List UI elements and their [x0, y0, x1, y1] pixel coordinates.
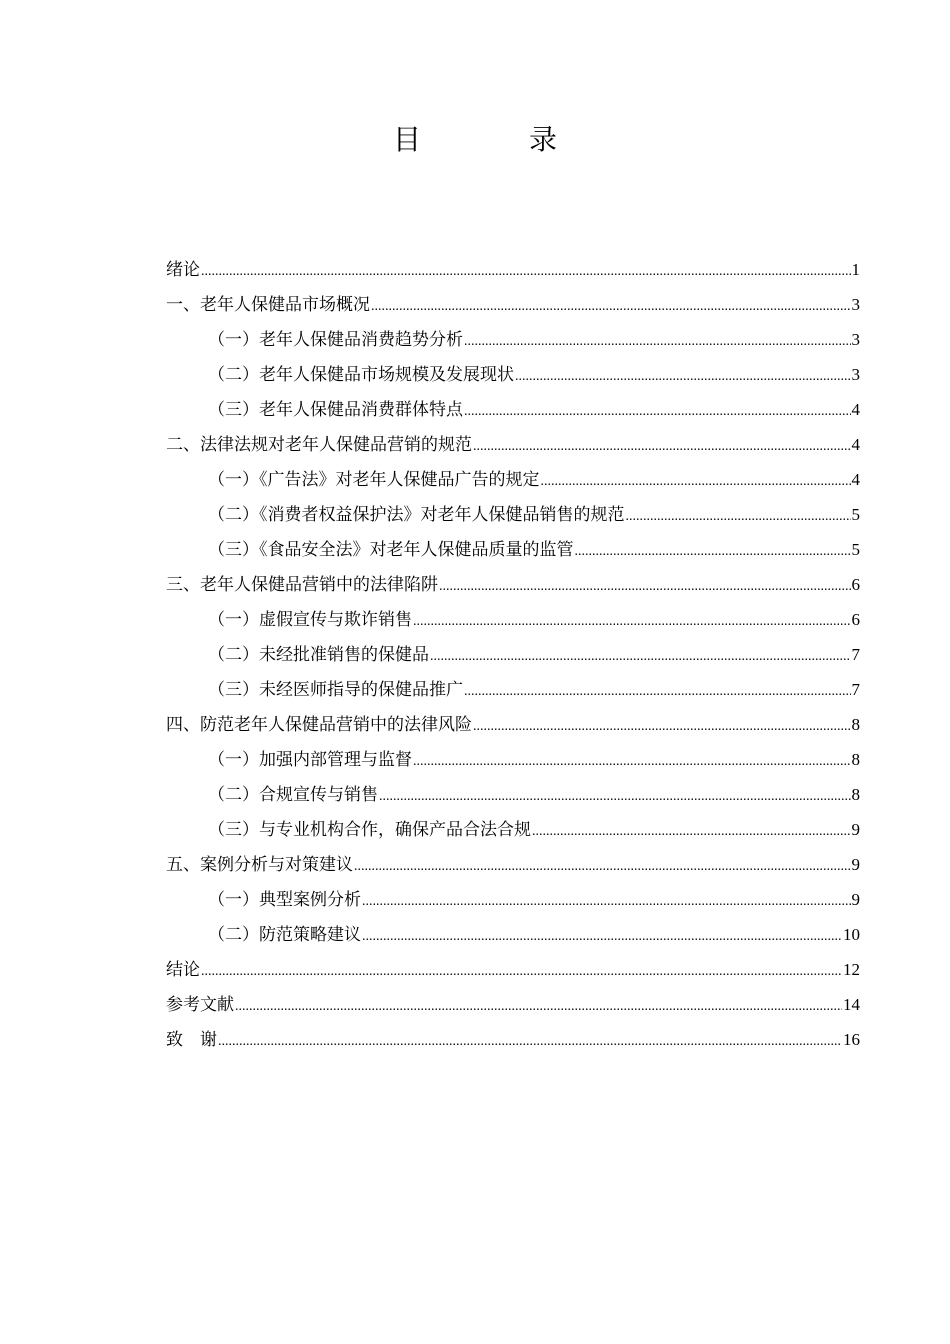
toc-dot-leader — [439, 569, 851, 604]
toc-entry-page-number: 10 — [843, 925, 860, 944]
toc-entry[interactable] — [166, 672, 860, 707]
toc-entry-page-number: 8 — [851, 785, 860, 804]
toc-entry-label: 一、老年人保健品市场概况 — [166, 295, 370, 315]
toc-entry[interactable] — [166, 637, 860, 672]
toc-dot-leader — [362, 884, 851, 919]
toc-entry-label: 结论 — [166, 960, 200, 980]
toc-entry-page-number: 16 — [843, 1030, 860, 1049]
toc-entry[interactable] — [166, 287, 860, 322]
toc-entry-page-number: 8 — [851, 715, 860, 734]
toc-entry-page-number: 9 — [851, 855, 860, 874]
toc-entry[interactable] — [166, 707, 860, 742]
toc-dot-leader — [235, 989, 842, 1024]
toc-entry-page-number: 3 — [851, 295, 860, 314]
toc-entry-label: （二）《消费者权益保护法》对老年人保健品销售的规范 — [208, 505, 625, 525]
toc-dot-leader — [430, 639, 851, 674]
toc-entry-label: （一）老年人保健品消费趋势分析 — [208, 330, 463, 350]
toc-entry-label: 四、防范老年人保健品营销中的法律风险 — [166, 715, 472, 735]
page-title: 目 录 — [392, 123, 597, 156]
toc-entry-page-number: 12 — [843, 960, 860, 979]
toc-entry-page-number: 4 — [851, 470, 860, 489]
toc-dot-leader — [201, 954, 842, 989]
toc-entry[interactable] — [166, 742, 860, 777]
toc-entry-page-number: 3 — [851, 365, 860, 384]
toc-entry-page-number: 7 — [851, 645, 860, 664]
toc-entry-page-number: 6 — [851, 575, 860, 594]
toc-entry[interactable] — [166, 847, 860, 882]
toc-entry[interactable] — [166, 987, 860, 1022]
toc-dot-leader — [362, 919, 842, 954]
toc-entry-label: 三、老年人保健品营销中的法律陷阱 — [166, 575, 438, 595]
toc-entry-label: 参考文献 — [166, 995, 234, 1015]
toc-dot-leader — [379, 779, 851, 814]
toc-entry-label: （一）虚假宣传与欺诈销售 — [208, 610, 412, 630]
toc-entry[interactable] — [166, 252, 860, 287]
toc-dot-leader — [371, 289, 851, 324]
toc-entry-page-number: 14 — [843, 995, 860, 1014]
toc-dot-leader — [473, 429, 851, 464]
toc-entry-label: （二）未经批准销售的保健品 — [208, 645, 429, 665]
toc-dot-leader — [354, 849, 851, 884]
toc-dot-leader — [464, 394, 851, 429]
toc-entry[interactable] — [166, 497, 860, 532]
toc-entry[interactable] — [166, 917, 860, 952]
toc-dot-leader — [464, 674, 851, 709]
toc-entry[interactable] — [166, 1022, 860, 1057]
toc-entry-page-number: 5 — [851, 505, 860, 524]
toc-dot-leader — [541, 464, 851, 499]
toc-entry[interactable] — [166, 357, 860, 392]
toc-dot-leader — [515, 359, 851, 394]
table-of-contents — [166, 252, 860, 1057]
toc-entry-label: （三）《食品安全法》对老年人保健品质量的监管 — [208, 540, 574, 560]
toc-entry[interactable] — [166, 462, 860, 497]
toc-entry-label: （三）老年人保健品消费群体特点 — [208, 400, 463, 420]
toc-entry[interactable] — [166, 952, 860, 987]
toc-dot-leader — [413, 604, 851, 639]
toc-entry-label: （一）加强内部管理与监督 — [208, 750, 412, 770]
toc-dot-leader — [464, 324, 851, 359]
toc-entry[interactable] — [166, 532, 860, 567]
toc-entry-label: 二、法律法规对老年人保健品营销的规范 — [166, 435, 472, 455]
toc-entry-label: 致 谢 — [166, 1030, 217, 1050]
toc-dot-leader — [218, 1024, 842, 1059]
toc-entry-page-number: 4 — [851, 435, 860, 454]
toc-entry-label: （三）未经医师指导的保健品推广 — [208, 680, 463, 700]
toc-entry-page-number: 8 — [851, 750, 860, 769]
toc-entry[interactable] — [166, 777, 860, 812]
toc-entry-label: （一）典型案例分析 — [208, 890, 361, 910]
toc-dot-leader — [201, 254, 851, 289]
toc-entry[interactable] — [166, 322, 860, 357]
toc-entry-page-number: 6 — [851, 610, 860, 629]
toc-dot-leader — [626, 499, 851, 534]
toc-entry-page-number: 4 — [851, 400, 860, 419]
toc-entry[interactable] — [166, 812, 860, 847]
toc-entry-page-number: 7 — [851, 680, 860, 699]
toc-entry-label: 绪论 — [166, 260, 200, 280]
toc-entry-label: （二）老年人保健品市场规模及发展现状 — [208, 365, 514, 385]
toc-entry-page-number: 9 — [851, 890, 860, 909]
toc-dot-leader — [575, 534, 851, 569]
toc-entry[interactable] — [166, 567, 860, 602]
toc-entry-page-number: 1 — [851, 260, 860, 279]
toc-entry-page-number: 9 — [851, 820, 860, 839]
toc-entry-label: （二）合规宣传与销售 — [208, 785, 378, 805]
toc-entry[interactable] — [166, 602, 860, 637]
toc-entry[interactable] — [166, 882, 860, 917]
toc-entry-label: （一）《广告法》对老年人保健品广告的规定 — [208, 470, 540, 490]
toc-entry[interactable] — [166, 392, 860, 427]
toc-entry-label: （二）防范策略建议 — [208, 925, 361, 945]
toc-entry-label: （三）与专业机构合作，确保产品合法合规 — [208, 820, 531, 840]
toc-entry-label: 五、案例分析与对策建议 — [166, 855, 353, 875]
toc-dot-leader — [532, 814, 851, 849]
toc-entry[interactable] — [166, 427, 860, 462]
toc-dot-leader — [413, 744, 851, 779]
toc-entry-page-number: 5 — [851, 540, 860, 559]
toc-dot-leader — [473, 709, 851, 744]
toc-entry-page-number: 3 — [851, 330, 860, 349]
